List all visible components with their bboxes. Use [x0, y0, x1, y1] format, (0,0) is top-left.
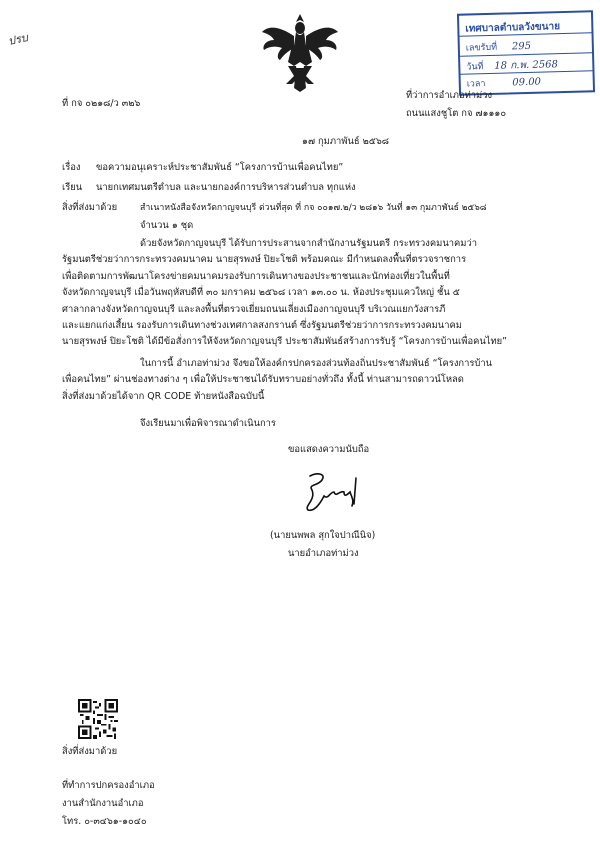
letter-date: ๑๗ กุมภาพันธ์ ๒๕๖๘ [302, 136, 390, 147]
office-address-line1: ที่ว่าการอำเภอท่าม่วง [406, 90, 493, 101]
para2-line: ในการนี้ อำเภอท่าม่วง จึงขอให้องค์กรปกครองส่วนท้องถิ่นประชาสัมพันธ์ “โครงการบ้าน [140, 358, 492, 369]
qr-caption: สิ่งที่ส่งมาด้วย [62, 746, 118, 757]
para2-line: เพื่อคนไทย” ผ่านช่องทางต่าง ๆ เพื่อให้ประชาชนได้รับทราบอย่างทั่วถึง ทั้งนี้ ท่านสามารถดาวน์โหลด [62, 374, 464, 386]
para1-line: เพื่อติดตามการพัฒนาโครงข่ายคมนาคมรองรับการเดินทางของประชาชนและนักท่องเที่ยวในพื้นที่ [62, 270, 450, 282]
subject-label: เรื่อง [62, 162, 81, 173]
signer-position: นายอำเภอท่าม่วง [288, 548, 359, 559]
footer-office: ที่ทำการปกครองอำเภอ [62, 780, 155, 791]
para1-line: นายสุรพงษ์ ปิยะโชติ ได้มีข้อสั่งการให้จังหวัดกาญจนบุรี ประชาสัมพันธ์สร้างการรับรู้ “โครงการบ้านเพื่อคนไทย” [62, 336, 507, 348]
margin-handwritten-note: ปรบ [6, 31, 30, 48]
para1-line: ศาลากลางจังหวัดกาญจนบุรี และลงพื้นที่ตรวจเยี่ยมถนนเลี่ยงเมืองกาญจนบุรี บริเวณแยกวังสารภี [62, 303, 446, 315]
para2-line: สิ่งที่ส่งมาด้วยได้จาก QR CODE ท้ายหนังสือฉบับนี้ [62, 390, 265, 402]
stamp-recv-label: เลขรับที่ [465, 42, 498, 54]
stamp-time-label: เวลา [466, 79, 486, 90]
para1-line: และแยกแก่งเสี้ยน รองรับการเดินทางช่วงเทศกาลสงกรานต์ ซึ่งรัฐมนตรีช่วยว่าการกระทรวงคมนาคม [62, 320, 462, 332]
stamp-date-label: วันที่ [466, 62, 484, 73]
stamp-date-value: 18 ก.พ. 2568 [494, 59, 559, 72]
body-paragraph-1 [62, 236, 548, 351]
closing-salutation: ขอแสดงความนับถือ [288, 444, 370, 455]
garuda-emblem-icon [258, 10, 342, 94]
receipt-stamp [457, 10, 595, 96]
stamp-time-value: 09.00 [512, 76, 542, 89]
body-paragraph-3: จึงเรียนมาเพื่อพิจารณาดำเนินการ [140, 418, 276, 429]
signer-name: (นายนพพล สุกใจปาณีนิจ) [270, 530, 376, 541]
enclosure-text: สำเนาหนังสือจังหวัดกาญจนบุรี ด่วนที่สุด ที่ กจ ๐๐๑๗.๒/ว ๒๘๑๖ วันที่ ๑๓ กุมภาพันธ์ ๒๕๖๘ [140, 203, 487, 213]
subject-text: ขอความอนุเคราะห์ประชาสัมพันธ์ “โครงการบ้านเพื่อคนไทย” [96, 162, 344, 173]
recipient-text: นายกเทศมนตรีตำบล และนายกองค์การบริหารส่วนตำบล ทุกแห่ง [96, 182, 356, 193]
office-address-line2: ถนนแสงชูโต กจ ๗๑๑๑๐ [406, 108, 507, 119]
footer-phone: โทร. ๐-๓๔๖๑-๑๐๔๐ [62, 816, 147, 827]
qr-code-icon [78, 699, 118, 739]
footer-unit: งานสำนักงานอำเภอ [62, 798, 144, 809]
enclosure-label: สิ่งที่ส่งมาด้วย [62, 202, 118, 213]
recipient-label: เรียน [62, 182, 83, 193]
signature [300, 470, 370, 512]
para1-line: จังหวัดกาญจนบุรี เมื่อวันพฤหัสบดีที่ ๓๐ มกราคม ๒๕๖๘ เวลา ๑๓.๐๐ น. ห้องประชุมแควใหญ่ ชั้น ๕ [62, 287, 460, 299]
para1-line: ด้วยจังหวัดกาญจนบุรี ได้รับการประสานจากสำนักงานรัฐมนตรี กระทรวงคมนาคมว่า [140, 238, 477, 249]
body-paragraph-2 [62, 356, 548, 405]
enclosure-quantity: จำนวน ๑ ชุด [140, 220, 194, 231]
stamp-org: เทศบาลตำบลวังขนาย [465, 21, 561, 35]
para1-line: รัฐมนตรีช่วยว่าการกระทรวงคมนาคม นายสุรพงษ์ ปิยะโชติ พร้อมคณะ มีกำหนดลงพื้นที่ตรวจราชการ [62, 254, 467, 266]
reference-number: ที่ กจ ๐๒๑๘/ว ๓๒๖ [62, 98, 141, 109]
stamp-recv-value: 295 [511, 40, 532, 53]
